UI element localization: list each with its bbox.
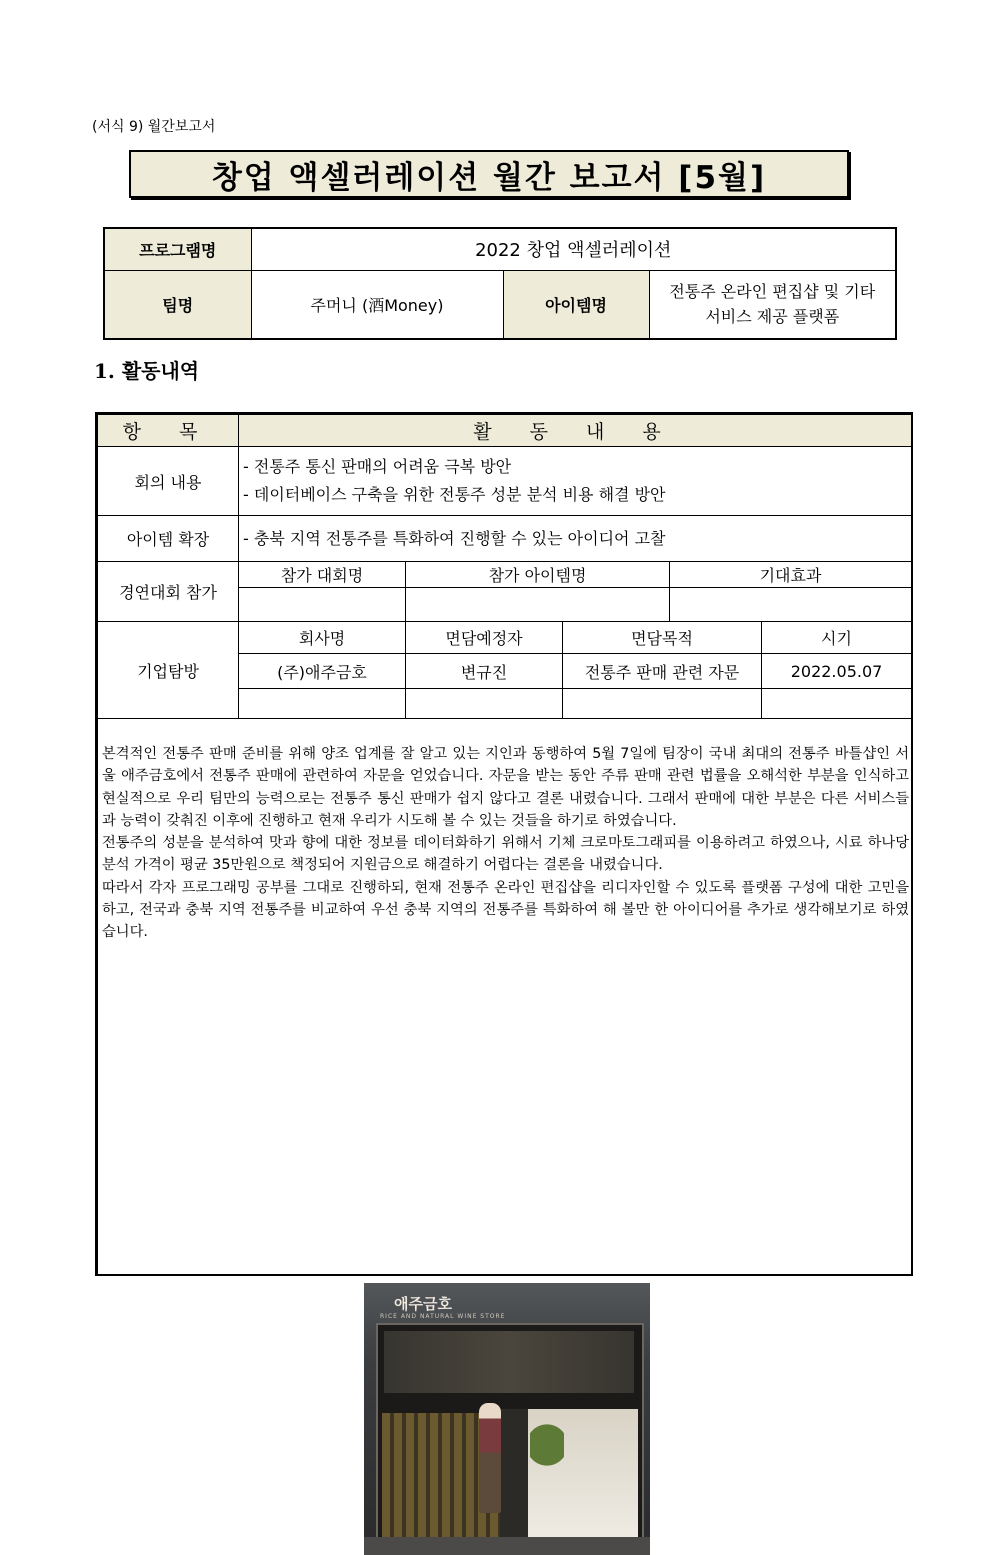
contest-cell-name [239,588,406,622]
item-value [649,270,896,339]
meeting-item: - 데이터베이스 구축을 위한 전통주 성분 분석 비용 해결 방안 [243,485,666,504]
activity-table [97,414,912,1320]
contest-header-effect: 기대효과 [670,562,912,588]
entrance-door [500,1409,528,1555]
visit-header-purpose: 면담목적 [563,622,762,654]
visit-empty-cell [762,689,912,719]
visit-header-date: 시기 [762,622,912,654]
item-label: 아이템명 [503,270,649,339]
expansion-label: 아이템 확장 [98,516,239,562]
form-label: (서식 9) 월간보고서 [92,119,216,135]
report-title: 창업 액셀러레이션 월간 보고서 [5월] [129,150,849,198]
program-value: 2022 창업 액셀러레이션 [251,228,896,270]
section-title: 1. 활동내역 [94,359,200,383]
team-label: 팀명 [104,270,251,339]
item-value-line2: 서비스 제공 플랫폼 [705,307,840,327]
visit-header-company: 회사명 [239,622,406,654]
visit-interviewee: 변규진 [406,654,563,689]
col-header-content: 활 동 내 용 [239,415,912,447]
expansion-content: - 충북 지역 전통주를 특화하여 진행할 수 있는 아이디어 고찰 [239,516,912,562]
contest-header-item: 참가 아이템명 [406,562,670,588]
contest-label: 경연대회 참가 [98,562,239,622]
program-info-table [103,227,897,340]
visit-purpose: 전통주 판매 관련 자문 [563,654,762,689]
activity-section [95,412,913,1320]
visit-company: (주)애주금호 [239,654,406,689]
narrative-paragraph: 전통주의 성분을 분석하여 맛과 향에 대한 정보를 데이터화하기 위해서 기체 크로마토그래피를 이용하려고 하였으나, 시료 하나당 분석 가격이 평균 35만원으로 책정되어 지원금으로 해결하기 어렵다는 결론을 내렸습니다. [102,835,910,874]
contest-header-name: 참가 대회명 [239,562,406,588]
narrative-cell [98,719,912,1320]
meeting-label: 회의 내용 [98,447,239,516]
upper-windows [384,1331,634,1393]
team-value: 주머니 (酒Money) [251,270,503,339]
contest-cell-effect [670,588,912,622]
contest-cell-item [406,588,670,622]
plant [530,1417,564,1487]
visit-label: 기업탐방 [98,622,239,719]
storefront [376,1323,644,1555]
visit-empty-cell [406,689,563,719]
meeting-item: - 전통주 통신 판매의 어려움 극복 방안 [243,457,512,476]
visit-header-interviewee: 면담예정자 [406,622,563,654]
store-sign: 애주금호 [394,1295,452,1313]
store-sign-subtitle: RICE AND NATURAL WINE STORE [380,1313,506,1320]
storefront-photo [364,1283,650,1555]
visit-empty-cell [563,689,762,719]
visit-empty-cell [239,689,406,719]
person-figure [479,1403,501,1513]
item-value-line1: 전통주 온라인 편집샵 및 기타 [669,282,876,302]
meeting-content [239,447,912,516]
col-header-item: 항 목 [98,415,239,447]
sidewalk [364,1537,650,1555]
narrative-paragraph: 본격적인 전통주 판매 준비를 위해 양조 업계를 잘 알고 있는 지인과 동행하여 5월 7일에 팀장이 국내 최대의 전통주 바틀샵인 서울 애주금호에서 전통주 판매에 관련하여 자문을 얻었습니다. 자문을 받는 동안 주류 판매 관련 법률을 오해석한 부분을 인식하고 현실적으로 우리 팀만의 능력으로는 전통주 통신 판매가 쉽지 않다고 결론 내렸습니다. 그래서 판매에 대한 부분은 다른 서비스들과 능력이 갖춰진 이후에 진행하고 현재 우리가 시도해 볼 수 있는 것들을 하기로 하였습니다. [102,746,910,829]
narrative-paragraph: 따라서 각자 프로그래밍 공부를 그대로 진행하되, 현재 전통주 온라인 편집샵을 리디자인할 수 있도록 플랫폼 구성에 대한 고민을 하고, 전국과 충북 지역 전통주를 비교하여 우선 충북 지역의 전통주를 특화하여 해 볼만 한 아이디어를 추가로 생각해보기로 하였습니다. [102,879,910,941]
visit-date: 2022.05.07 [762,654,912,689]
narrative [98,719,911,944]
program-label: 프로그램명 [104,228,251,270]
